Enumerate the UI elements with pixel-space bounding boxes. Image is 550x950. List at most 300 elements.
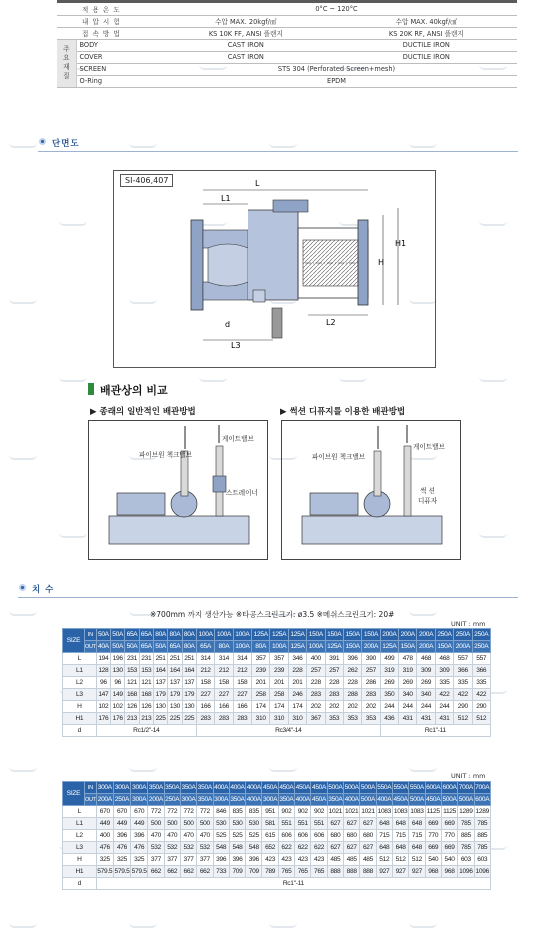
table-cell: 512 [392,854,408,866]
table-cell: 212 [233,665,251,677]
table-cell: 557 [454,653,472,665]
table-cell: 158 [233,677,251,689]
table-cell: 902 [311,806,327,818]
table-row [63,806,491,818]
table-cell: 283 [307,689,325,701]
material-label: COVER [76,51,156,63]
table-cell: 396 [131,830,148,842]
table-cell: 525 [213,830,229,842]
table-cell: 670 [96,806,113,818]
table-cell: 785 [458,818,474,830]
table-row [63,713,491,725]
in-size: 50A [111,629,125,641]
material-group-text: 주요재질 [63,45,70,80]
watermark-logo [339,372,367,382]
table-cell: 290 [454,701,472,713]
out-size: 50A [111,641,125,653]
out-size: 500A [458,794,474,806]
out-size: 40A [96,641,110,653]
table-cell: 551 [295,818,311,830]
table-cell: 670 [113,806,130,818]
d-cell: Rc1"-11 [380,725,490,737]
table-cell: 765 [311,866,327,878]
table-cell: 314 [196,653,214,665]
out-size: 100A [270,641,288,653]
table-cell: 500 [148,818,164,830]
table-cell: 137 [168,677,182,689]
out-size: 250A [113,794,130,806]
table-row [63,866,491,878]
in-size: 400A [246,782,262,794]
table-cell: 231 [125,653,139,665]
table-cell: 951 [262,806,278,818]
table-cell: 353 [325,713,343,725]
dim-H: H [378,258,385,267]
table-cell: 551 [278,818,294,830]
section-title-dims: 치 수 [32,585,55,595]
in-size: 200A [380,629,398,641]
unit-label-1: UNIT : mm [451,620,486,628]
table-cell: 680 [327,830,343,842]
dim-L2: L2 [326,318,336,327]
table-cell: 166 [196,701,214,713]
out-size: 200A [417,641,435,653]
in-size: 450A [311,782,327,794]
table-cell: 251 [168,653,182,665]
table-cell: 1021 [327,806,343,818]
table-cell: 357 [270,653,288,665]
table-cell: 512 [376,854,392,866]
table-cell: 532 [148,842,164,854]
header-row-out [63,641,491,653]
watermark-logo [129,918,157,928]
spec-row-connection [57,27,517,39]
in-size: 350A [148,782,164,794]
table-cell: 164 [153,665,167,677]
table-cell: 709 [246,866,262,878]
watermark-logo [409,918,437,928]
table-cell: 239 [252,665,270,677]
table-row [63,677,491,689]
out-size: 80A [252,641,270,653]
table-cell: 662 [164,866,180,878]
table-cell: 225 [168,713,182,725]
in-size: 125A [288,629,306,641]
watermark-logo [9,918,37,928]
table-cell: 319 [399,665,417,677]
out-size: 50A [153,641,167,653]
table-cell: 470 [197,830,213,842]
table-cell: 366 [472,665,490,677]
table-cell: 174 [288,701,306,713]
section-divider [38,151,518,152]
table-row [63,689,491,701]
out-size: 125A [325,641,343,653]
in-size: 100A [215,629,233,641]
table-cell: 335 [472,677,490,689]
in-size: 65A [139,629,153,641]
spec-value: KS 20K RF, ANSI 플랜지 [336,27,517,39]
spec-row-body [57,39,517,51]
watermark-logo [9,450,37,460]
table-cell: 377 [197,854,213,866]
table-cell: 377 [180,854,196,866]
table-cell: 669 [441,818,457,830]
table-cell: 927 [409,866,425,878]
table-cell: 310 [270,713,288,725]
watermark-logo [9,138,37,148]
out-size: 250A [472,641,490,653]
out-label: OUT [85,641,97,653]
table-cell: 449 [131,818,148,830]
table-cell: 121 [125,677,139,689]
table-cell: 126 [139,701,153,713]
out-size: 65A [196,641,214,653]
table-cell: 530 [229,818,245,830]
table-cell: 269 [380,677,398,689]
in-size: 300A [131,782,148,794]
row-label: d [63,878,97,890]
table-cell: 258 [270,689,288,701]
table-cell: 257 [362,665,380,677]
table-cell: 251 [153,653,167,665]
in-size: 450A [278,782,294,794]
table-cell: 436 [380,713,398,725]
table-cell: 96 [111,677,125,689]
table-cell: 153 [139,665,153,677]
size-header: SIZE [63,782,85,806]
in-size: 150A [362,629,380,641]
table-row [63,653,491,665]
row-label: L1 [63,665,97,677]
table-cell: 244 [417,701,435,713]
table-cell: 888 [360,866,376,878]
table-cell: 648 [376,818,392,830]
table-cell: 396 [246,854,262,866]
table-cell: 176 [96,713,110,725]
table-cell: 258 [252,689,270,701]
out-size: 350A [197,794,213,806]
table-cell: 179 [153,689,167,701]
watermark-logo [409,606,437,616]
out-size: 65A [139,641,153,653]
table-cell: 606 [278,830,294,842]
table-cell: 400 [307,653,325,665]
table-cell: 130 [168,701,182,713]
table-cell: 715 [376,830,392,842]
table-cell: 627 [327,818,343,830]
table-cell: 470 [164,830,180,842]
table-cell: 166 [233,701,251,713]
table-cell: 396 [229,854,245,866]
right-piping-diagram [281,420,461,560]
row-label: L3 [63,689,97,701]
table-cell: 164 [182,665,196,677]
table-cell: 423 [295,854,311,866]
table-cell: 431 [435,713,453,725]
table-cell: 1125 [425,806,441,818]
in-size: 700A [474,782,490,794]
table-cell: 622 [311,842,327,854]
header-row-in [63,782,491,794]
table-cell: 168 [139,689,153,701]
spec-row-oring [57,75,517,87]
table-cell: 785 [474,842,490,854]
table-cell: 149 [111,689,125,701]
row-label: L3 [63,842,97,854]
table-cell: 228 [343,677,361,689]
table-cell: 606 [295,830,311,842]
row-label: H [63,854,97,866]
table-cell: 227 [196,689,214,701]
d-cell: Rc3/4"-14 [196,725,380,737]
table-cell: 283 [325,689,343,701]
material-value: CAST IRON [156,39,336,51]
table-cell: 225 [153,713,167,725]
table-cell: 512 [454,713,472,725]
out-size: 500A [409,794,425,806]
spec-value: 수압 MAX. 40kgf/㎠ [336,15,517,27]
comparison-left-title: ▶ 종래의 일반적인 배관방법 [90,407,196,417]
table-cell: 927 [392,866,408,878]
in-size: 100A [196,629,214,641]
table-cell: 500 [164,818,180,830]
table-row [63,842,491,854]
table-cell: 1125 [441,806,457,818]
table-cell: 478 [399,653,417,665]
watermark-logo [9,762,37,772]
row-label: d [63,725,97,737]
table-cell: 396 [213,854,229,866]
table-cell: 194 [96,653,110,665]
left-label-check: 파이브원 첵크밸브 [139,451,193,459]
table-cell: 532 [180,842,196,854]
watermark-logo [59,528,87,538]
table-cell: 648 [409,818,425,830]
out-size: 80A [215,641,233,653]
watermark-logo [199,372,227,382]
dim-L3: L3 [231,341,241,350]
spec-label: 내 압 시 험 [57,15,156,27]
table-cell: 269 [417,677,435,689]
row-label: L2 [63,830,97,842]
table-cell: 885 [458,830,474,842]
table-cell: 835 [246,806,262,818]
in-size: 450A [295,782,311,794]
table-cell: 168 [125,689,139,701]
table-cell: 532 [164,842,180,854]
table-cell: 606 [311,830,327,842]
table-cell: 622 [278,842,294,854]
table-cell: 158 [196,677,214,689]
table-cell: 212 [196,665,214,677]
table-cell: 176 [111,713,125,725]
table-cell: 231 [139,653,153,665]
in-size: 550A [376,782,392,794]
table-cell: 246 [288,689,306,701]
table-cell: 1021 [360,806,376,818]
table-cell: 126 [125,701,139,713]
table-cell: 662 [148,866,164,878]
table-cell: 366 [454,665,472,677]
out-size: 400A [295,794,311,806]
table-cell: 648 [392,842,408,854]
table-cell: 1083 [376,806,392,818]
in-size: 80A [182,629,196,641]
out-size: 150A [343,641,361,653]
table-cell: 283 [215,713,233,725]
in-size: 150A [343,629,361,641]
watermark-logo [479,372,507,382]
out-size: 500A [360,794,376,806]
watermark-logo [479,528,507,538]
in-size: 700A [458,782,474,794]
in-size: 200A [399,629,417,641]
out-size: 80A [182,641,196,653]
table-cell: 201 [270,677,288,689]
out-size: 400A [246,794,262,806]
in-size: 550A [392,782,408,794]
d-cell: Rc1/2"-14 [96,725,196,737]
row-label: L [63,806,97,818]
table-cell: 652 [262,842,278,854]
out-size: 100A [307,641,325,653]
table-cell: 680 [344,830,360,842]
out-size: 200A [362,641,380,653]
table-cell: 485 [344,854,360,866]
in-size: 500A [360,782,376,794]
out-size: 65A [168,641,182,653]
table-cell: 290 [472,701,490,713]
out-size: 600A [474,794,490,806]
d-cell: Rc1"-11 [96,878,490,890]
watermark-logo [479,216,507,226]
table-cell: 789 [262,866,278,878]
table-cell: 423 [278,854,294,866]
in-size: 250A [454,629,472,641]
cross-section-drawing [113,170,436,368]
table-cell: 257 [307,665,325,677]
table-cell: 164 [168,665,182,677]
table-cell: 540 [441,854,457,866]
table-cell: 500 [197,818,213,830]
in-size: 350A [164,782,180,794]
table-cell: 648 [376,842,392,854]
out-size: 300A [131,794,148,806]
watermark-logo [409,762,437,772]
table-cell: 340 [417,689,435,701]
table-cell: 1096 [474,866,490,878]
material-group-label [57,39,76,87]
spec-table [57,3,517,88]
table-cell: 423 [311,854,327,866]
spec-value: 수압 MAX. 20kgf/㎠ [156,15,336,27]
material-label: O-Ring [76,75,156,87]
right-label-diffuser: 썩 션 디퓨자 [418,487,438,505]
out-size: 300A [213,794,229,806]
table-cell: 765 [295,866,311,878]
table-cell: 500 [180,818,196,830]
table-cell: 283 [196,713,214,725]
table-cell: 422 [472,689,490,701]
table-cell: 551 [311,818,327,830]
table-cell: 540 [425,854,441,866]
table-cell: 603 [458,854,474,866]
in-size: 500A [344,782,360,794]
right-label-gate: 게이트밸브 [413,443,445,451]
dimension-table-1 [62,628,491,737]
watermark-logo [59,216,87,226]
table-cell: 137 [153,677,167,689]
watermark-logo [269,918,297,928]
spec-value: 0°C ~ 120°C [156,3,517,15]
in-size: 550A [409,782,425,794]
table-row [63,818,491,830]
in-size: 80A [153,629,167,641]
header-row-in [63,629,491,641]
watermark-logo [9,606,37,616]
table-cell: 525 [229,830,245,842]
table-cell: 603 [474,854,490,866]
table-cell: 227 [233,689,251,701]
section-bullet-icon [39,138,46,145]
watermark-logo [129,138,157,148]
table-cell: 202 [343,701,361,713]
out-label: OUT [85,794,97,806]
table-cell: 166 [215,701,233,713]
watermark-logo [129,762,157,772]
section-title-cross: 단면도 [52,139,80,149]
table-cell: 283 [362,689,380,701]
table-cell: 669 [425,842,441,854]
out-size: 250A [164,794,180,806]
table-cell: 102 [111,701,125,713]
left-piping-diagram [88,420,268,560]
material-value: EPDM [156,75,517,87]
table-cell: 423 [262,854,278,866]
table-cell: 476 [113,842,130,854]
material-value: DUCTILE IRON [336,51,517,63]
table-cell: 283 [233,713,251,725]
table-cell: 325 [131,854,148,866]
table-cell: 422 [435,689,453,701]
row-label: H [63,701,97,713]
out-size: 350A [229,794,245,806]
table-cell: 499 [380,653,398,665]
table-cell: 627 [360,818,376,830]
dim-L1: L1 [221,194,231,203]
out-size: 400A [344,794,360,806]
table-cell: 346 [288,653,306,665]
table-cell: 390 [362,653,380,665]
table-cell: 733 [213,866,229,878]
table-row [63,665,491,677]
table-cell: 662 [180,866,196,878]
table-cell: 927 [376,866,392,878]
table-cell: 196 [111,653,125,665]
left-label-strainer: 스트레이너 [226,489,258,497]
table-cell: 137 [182,677,196,689]
table-cell: 335 [435,677,453,689]
table-cell: 968 [441,866,457,878]
table-cell: 213 [125,713,139,725]
table-cell: 835 [229,806,245,818]
table-cell: 325 [113,854,130,866]
table-cell: 244 [380,701,398,713]
table-cell: 431 [417,713,435,725]
spec-label: 접 속 방 법 [57,27,156,39]
row-label: L2 [63,677,97,689]
